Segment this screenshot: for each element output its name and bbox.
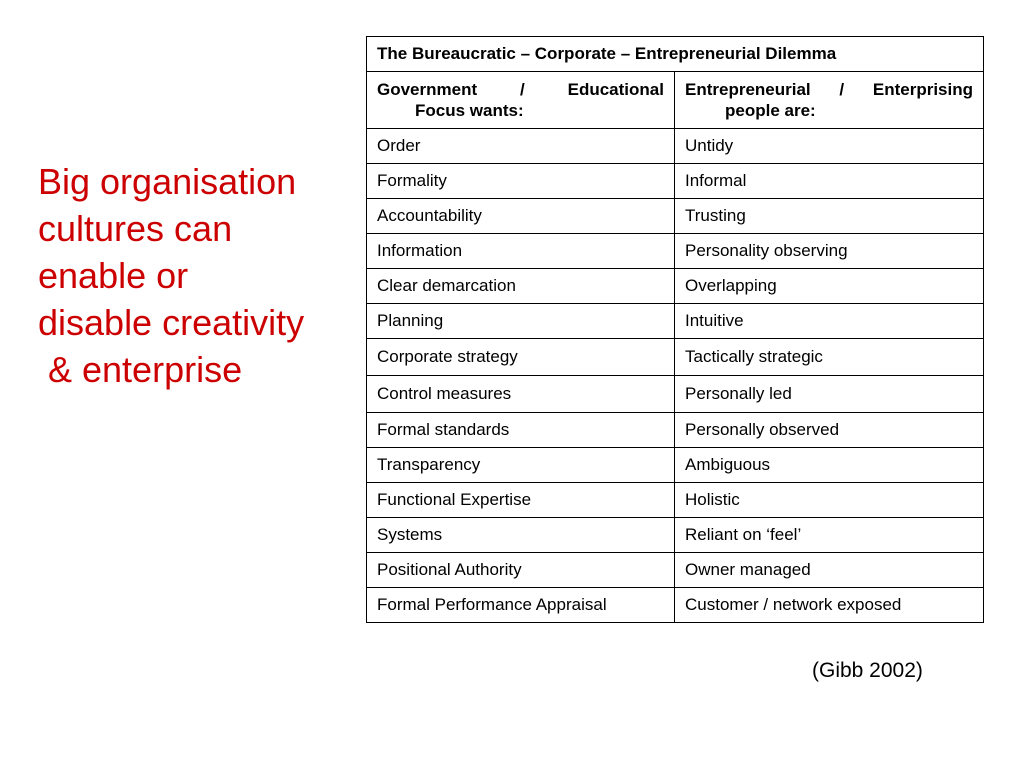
government-focus-cell: Information bbox=[367, 234, 675, 269]
government-focus-cell: Formality bbox=[367, 164, 675, 199]
table-row bbox=[367, 269, 984, 304]
government-focus-cell: Accountability bbox=[367, 199, 675, 234]
government-focus-cell: Clear demarcation bbox=[367, 269, 675, 304]
table-header-row bbox=[367, 72, 984, 129]
entrepreneurial-cell: Customer / network exposed bbox=[675, 588, 984, 623]
government-focus-cell: Functional Expertise bbox=[367, 483, 675, 518]
citation: (Gibb 2002) bbox=[812, 659, 923, 682]
entrepreneurial-cell: Personally led bbox=[675, 376, 984, 413]
right-header-word-2: / bbox=[839, 80, 845, 99]
table-row bbox=[367, 164, 984, 199]
dilemma-table bbox=[366, 36, 984, 623]
table-title: The Bureaucratic – Corporate – Entrepreneurial Dilemma bbox=[367, 37, 984, 72]
government-focus-cell: Order bbox=[367, 129, 675, 164]
government-focus-cell: Positional Authority bbox=[367, 553, 675, 588]
right-header-word-1: Entrepreneurial bbox=[685, 80, 811, 99]
table-row bbox=[367, 339, 984, 376]
entrepreneurial-cell: Ambiguous bbox=[675, 448, 984, 483]
left-header-word-3: Educational bbox=[567, 80, 664, 99]
table-title-row bbox=[367, 37, 984, 72]
left-header-line-2: Focus wants: bbox=[415, 101, 524, 120]
right-header-word-3: Enterprising bbox=[872, 80, 973, 99]
right-column-header bbox=[675, 72, 984, 129]
entrepreneurial-cell: Informal bbox=[675, 164, 984, 199]
government-focus-cell: Systems bbox=[367, 518, 675, 553]
entrepreneurial-cell: Tactically strategic bbox=[675, 339, 984, 376]
slide-heading: Big organisation cultures can enable or disable creativity & enterprise bbox=[38, 161, 305, 390]
entrepreneurial-cell: Owner managed bbox=[675, 553, 984, 588]
table-row bbox=[367, 413, 984, 448]
table-row bbox=[367, 553, 984, 588]
table-row bbox=[367, 483, 984, 518]
left-header-word-1: Government bbox=[377, 80, 478, 99]
government-focus-cell: Formal Performance Appraisal bbox=[367, 588, 675, 623]
table-row bbox=[367, 448, 984, 483]
table-row bbox=[367, 234, 984, 269]
entrepreneurial-cell: Overlapping bbox=[675, 269, 984, 304]
table-row bbox=[367, 518, 984, 553]
entrepreneurial-cell: Reliant on ‘feel’ bbox=[675, 518, 984, 553]
government-focus-cell: Transparency bbox=[367, 448, 675, 483]
left-column-header bbox=[367, 72, 675, 129]
entrepreneurial-cell: Personally observed bbox=[675, 413, 984, 448]
government-focus-cell: Corporate strategy bbox=[367, 339, 675, 376]
right-header-line-2: people are: bbox=[725, 101, 816, 120]
entrepreneurial-cell: Personality observing bbox=[675, 234, 984, 269]
table-row bbox=[367, 129, 984, 164]
table-row bbox=[367, 588, 984, 623]
table-row bbox=[367, 199, 984, 234]
entrepreneurial-cell: Holistic bbox=[675, 483, 984, 518]
government-focus-cell: Formal standards bbox=[367, 413, 675, 448]
entrepreneurial-cell: Untidy bbox=[675, 129, 984, 164]
government-focus-cell: Control measures bbox=[367, 376, 675, 413]
entrepreneurial-cell: Intuitive bbox=[675, 304, 984, 339]
table-row bbox=[367, 304, 984, 339]
left-header-word-2: / bbox=[520, 80, 525, 99]
table-row bbox=[367, 376, 984, 413]
government-focus-cell: Planning bbox=[367, 304, 675, 339]
entrepreneurial-cell: Trusting bbox=[675, 199, 984, 234]
